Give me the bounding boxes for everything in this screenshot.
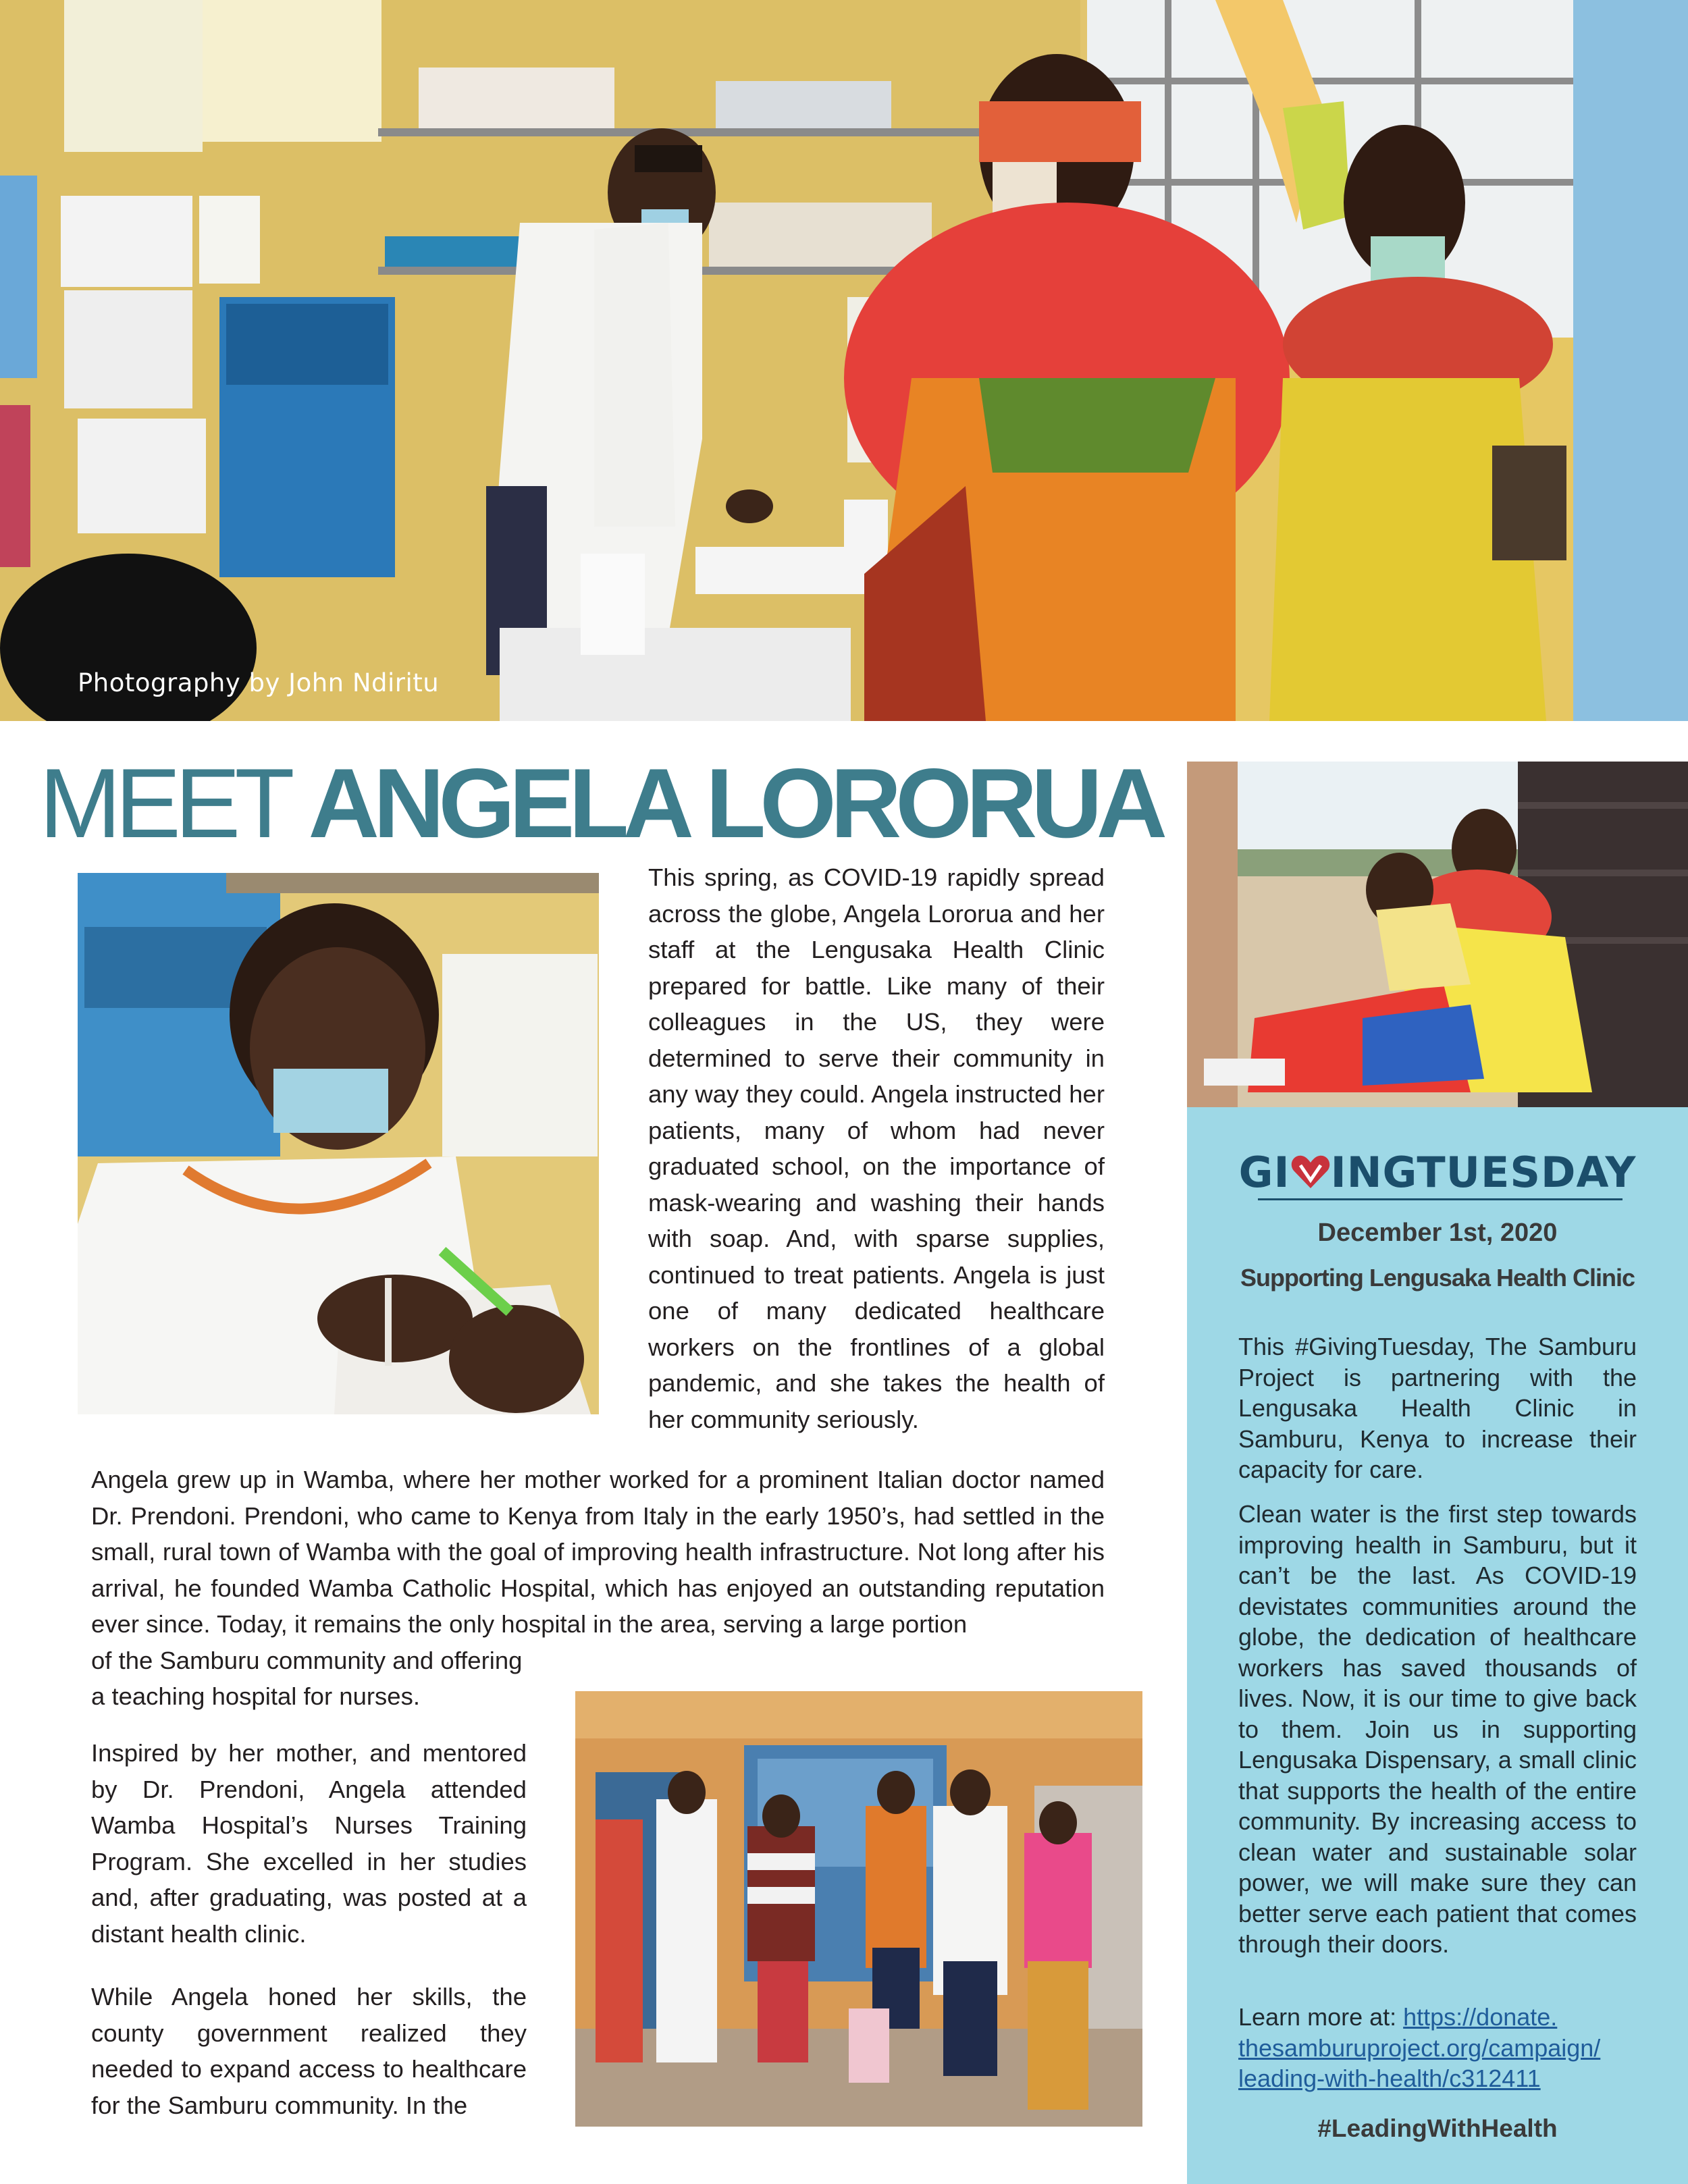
paragraph-honed: While Angela honed her skills, the county government realized they needed to expand access to healthcare for the Samburu community. In the (91, 1983, 527, 2119)
logo-divider (1258, 1198, 1623, 1200)
mother-child-photo (1187, 762, 1688, 1107)
logo-text-left: GI (1238, 1148, 1290, 1197)
sidebar-paragraph-2: Clean water is the first step towards improving health in Samburu, but it can’t be the last. As COVID-19 devistates communities around the globe, the dedication of healthcare workers has saved thousands of lives. Now, it is our time to give back to them. Join us in supporting Lengusaka Dispensary, a small clinic that supports the health of the entire community. By increasing access to clean water and sustainable solar power, we will make sure they can better serve each patient that comes through their doors. (1238, 1500, 1637, 1958)
donation-link-2[interactable]: thesamburuproject.org/campaign/ (1238, 2033, 1601, 2062)
donation-link-1[interactable]: https://donate. (1403, 2003, 1558, 2031)
paragraph-wamba-cont-2: a teaching hospital for nurses. (91, 1682, 420, 1710)
heart-icon (1291, 1154, 1330, 1190)
staff-group-photo (575, 1691, 1142, 2127)
photo-credit: Photography by John Ndiritu (78, 668, 440, 697)
paragraph-wamba-cont-1: of the Samburu community and offering (91, 1646, 523, 1674)
page-title (39, 746, 1162, 861)
sidebar-paragraph-1: This #GivingTuesday, The Samburu Project is partnering with the Lengusaka Health Clinic in Samburu, Kenya to increase their capacity for care. (1238, 1333, 1637, 1483)
hashtag: #LeadingWithHealth (1317, 2114, 1558, 2142)
learn-more-label: Learn more at: (1238, 2003, 1404, 2031)
angela-portrait-photo (78, 873, 599, 1414)
paragraph-wamba: Angela grew up in Wamba, where her mother worked for a prominent Italian doctor named Dr. Prendoni. Prendoni, who came to Kenya from Italy in the early 1950’s, had settled in the small, rural town of Wamba with the goal of improving health infrastructure. Not long after his arrival, he founded Wamba Catholic Hospital, which has enjoyed an outstanding reputation ever since. Today, it remains the only hospital in the area, serving a large portion (91, 1466, 1105, 1638)
title-light: MEET (39, 748, 309, 858)
campaign-date: December 1st, 2020 (1317, 1219, 1558, 1247)
hero-photo (0, 0, 1688, 721)
intro-paragraph: This spring, as COVID-19 rapidly spread across the globe, Angela Lororua and her staff at the Lengusaka Health Clinic prepared for battle. Like many of their colleagues in the US, they were determined to serve their community in any way they could. Angela instructed her patients, many of whom had never graduated school, on the importance of mask-wearing and washing their hands with soap. And, with sparse supplies, continued to treat patients. Angela is just one of many dedicated healthcare workers on the frontlines of a global pandemic, and she takes the health of her community seriously. (648, 863, 1105, 1433)
logo-text-right: INGTUESDAY (1330, 1148, 1637, 1197)
campaign-subtitle: Supporting Lengusaka Health Clinic (1240, 1264, 1635, 1291)
donation-link-3[interactable]: leading-with-health/c312411 (1238, 2065, 1541, 2092)
title-bold: ANGELA LORORUA (308, 748, 1162, 858)
paragraph-inspired: Inspired by her mother, and mentored by Dr. Prendoni, Angela attended Wamba Hospital’s Nurses Training Program. She excelled in her studies and, after graduating, was posted at a distant health clinic. (91, 1739, 527, 1948)
giving-tuesday-logo (1187, 1148, 1688, 1197)
learn-more (1238, 2002, 1637, 2094)
giving-tuesday-sidebar (1187, 1107, 1688, 2184)
